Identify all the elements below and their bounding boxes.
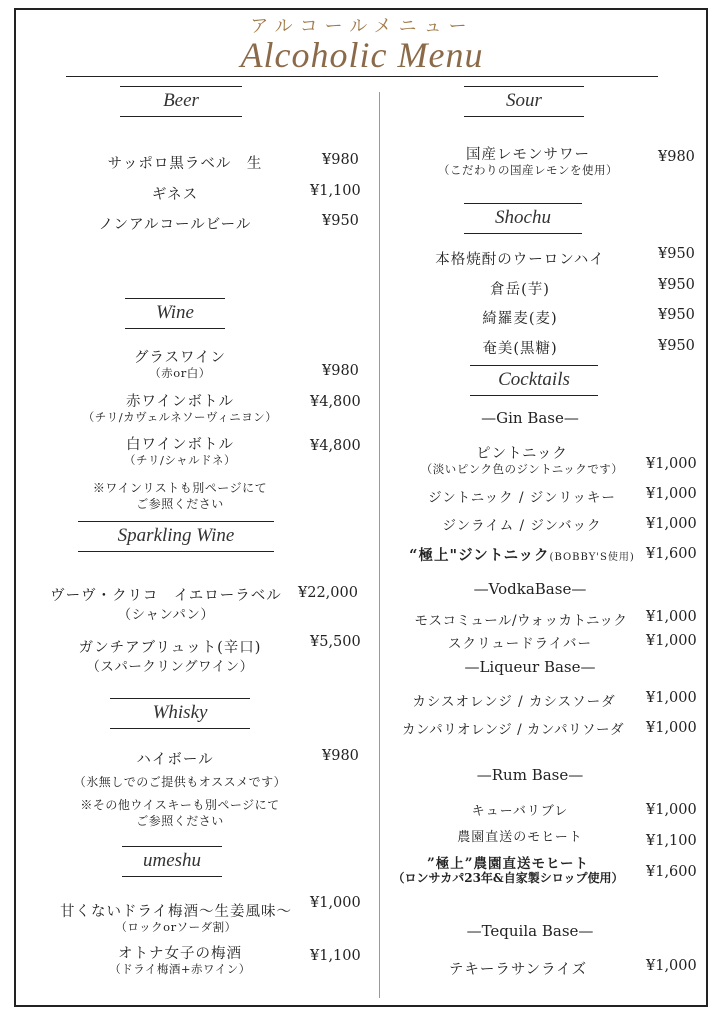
shochu-item-price: ¥950 [658, 277, 695, 293]
sparkling-item-price: ¥5,500 [310, 634, 361, 650]
rum-item [378, 852, 638, 885]
section-sour-title: Sour [506, 90, 542, 111]
beer-item-name: サッポロ黒ラベル 生 [107, 156, 263, 172]
gin-base-heading: —Gin Base— [481, 409, 579, 427]
umeshu-item-price: ¥1,000 [310, 895, 361, 911]
umeshu-item-name: 甘くないドライ梅酒〜生姜風味〜 [59, 904, 293, 920]
gin-item-name: ジンライム / ジンバック [442, 518, 602, 534]
beer-item-price: ¥1,100 [310, 183, 361, 199]
umeshu-item-sub: （ドライ梅酒+赤ワイン） [109, 962, 251, 976]
rum-item-price: ¥1,100 [646, 833, 697, 849]
whisky-note-line: ※その他ウイスキーも別ページにて [80, 798, 280, 812]
wine-item-price: ¥4,800 [310, 394, 361, 410]
shochu-item-name: 奄美(黒糖) [482, 341, 558, 357]
tequila-item-name: テキーラサンライズ [448, 962, 588, 978]
beer-item-price: ¥950 [322, 213, 359, 229]
wine-item-name: 赤ワインボトル [125, 394, 235, 410]
beer-item-name: ノンアルコールビール [98, 217, 252, 233]
shochu-item-price: ¥950 [658, 307, 695, 323]
sparkling-item [38, 584, 294, 625]
section-umeshu-title: umeshu [142, 850, 202, 871]
section-sparkling-title: Sparkling Wine [117, 525, 235, 546]
tequila-base-heading: —Tequila Base— [466, 922, 594, 940]
wine-item-sub: （チリ/シャルドネ） [123, 453, 237, 467]
vodka-item-name: モスコミュール/ウォッカトニック [414, 613, 628, 629]
wine-item-price: ¥4,800 [310, 438, 361, 454]
wine-note-line: ご参照ください [136, 497, 224, 511]
section-beer-title: Beer [163, 90, 199, 111]
section-cocktails-title: Cocktails [498, 369, 570, 390]
liqueur-item-price: ¥1,000 [646, 720, 697, 736]
umeshu-item-price: ¥1,100 [310, 948, 361, 964]
sparkling-item [50, 636, 290, 677]
whisky-item-name: ハイボール [136, 752, 214, 768]
umeshu-item [70, 942, 290, 976]
gin-item-sub: （淡いピンク色のジントニックです） [420, 462, 624, 476]
vodka-item-price: ¥1,000 [646, 609, 697, 625]
rum-item-name: ”極上”農園直送モヒート [427, 856, 589, 872]
wine-item-name: 白ワインボトル [125, 437, 235, 453]
tequila-item-price: ¥1,000 [646, 958, 697, 974]
section-beer [120, 86, 242, 117]
sparkling-item-sub: （スパークリングワイン） [86, 659, 254, 675]
umeshu-item-sub: （ロックorソーダ割） [115, 920, 237, 934]
wine-note-line: ※ワインリストも別ページにて [92, 481, 268, 495]
wine-item [70, 346, 290, 380]
whisky-note: （氷無しでのご提供もオススメです） [73, 775, 287, 789]
sparkling-item-name: ガンチアブリュット(辛口) [78, 640, 262, 656]
sour-item-name: 国産レモンサワー [466, 147, 590, 163]
rum-item-price: ¥1,600 [646, 864, 697, 880]
section-whisky [110, 698, 250, 729]
vodka-base-heading: —VodkaBase— [473, 580, 587, 598]
section-whisky-title: Whisky [152, 702, 208, 723]
title-divider [66, 76, 658, 77]
wine-item-sub: （チリ/カヴェルネソーヴィニヨン） [82, 410, 278, 424]
section-shochu [464, 203, 582, 234]
gin-item [406, 442, 638, 476]
liqueur-item-name: カシスオレンジ / カシスソーダ [412, 694, 616, 710]
wine-item-name: グラスワイン [133, 350, 227, 366]
whisky-note-line: ご参照ください [136, 814, 224, 828]
section-wine [125, 298, 225, 329]
rum-item-name: キューバリブレ [471, 804, 569, 819]
rum-item-name: 農園直送のモヒート [457, 830, 583, 845]
sparkling-item-name: ヴーヴ・クリコ イエローラベル [50, 588, 282, 604]
liqueur-base-heading: —Liqueur Base— [464, 658, 596, 676]
gin-item-name: “極上"ジントニック [409, 547, 550, 564]
shochu-item-price: ¥950 [658, 246, 695, 262]
wine-item-sub: （赤or白） [149, 366, 211, 380]
whisky-note [50, 797, 310, 829]
wine-item [60, 390, 300, 424]
gin-item-price: ¥1,000 [646, 456, 697, 472]
liqueur-item-price: ¥1,000 [646, 690, 697, 706]
liqueur-item-name: カンパリオレンジ / カンパリソーダ [402, 722, 624, 738]
gin-item-price: ¥1,000 [646, 486, 697, 502]
gin-item-name: ピントニック [476, 446, 568, 462]
beer-item-price: ¥980 [322, 152, 359, 168]
shochu-item-name: 倉岳(芋) [490, 282, 550, 298]
menu-title-japanese: アルコールメニュー [250, 16, 474, 37]
gin-item-name: ジントニック / ジンリッキー [428, 490, 616, 506]
section-umeshu [122, 846, 222, 877]
vodka-item-name: スクリュードライバー [448, 636, 592, 652]
shochu-item-name: 本格焼酎のウーロンハイ [435, 252, 605, 268]
section-cocktails [470, 365, 598, 396]
section-sour [464, 86, 584, 117]
gin-item-price: ¥1,600 [646, 546, 697, 562]
section-sparkling-wine [78, 521, 274, 552]
wine-note [60, 480, 300, 512]
sparkling-item-sub: （シャンパン） [117, 607, 215, 623]
rum-item-price: ¥1,000 [646, 802, 697, 818]
whisky-item-price: ¥980 [322, 748, 359, 764]
wine-item-price: ¥980 [322, 363, 359, 379]
umeshu-item [44, 900, 308, 934]
gin-item-price: ¥1,000 [646, 516, 697, 532]
umeshu-item-name: オトナ女子の梅酒 [118, 946, 242, 962]
section-wine-title: Wine [156, 302, 194, 323]
gin-item [400, 544, 644, 565]
menu-title: Alcoholic Menu [240, 35, 484, 75]
shochu-item-name: 綺羅麦(麦) [482, 311, 558, 327]
rum-item-sub: （ロンサカパ23年&自家製シロップ使用） [392, 871, 624, 885]
vodka-item-price: ¥1,000 [646, 633, 697, 649]
sour-item [420, 143, 636, 177]
rum-base-heading: —Rum Base— [476, 766, 584, 784]
beer-item-name: ギネス [151, 187, 199, 203]
shochu-item-price: ¥950 [658, 338, 695, 354]
sour-item-price: ¥980 [658, 149, 695, 165]
sour-item-sub: （こだわりの国産レモンを使用） [438, 163, 618, 177]
section-shochu-title: Shochu [495, 207, 551, 228]
sparkling-item-price: ¥22,000 [298, 585, 358, 601]
wine-item [70, 433, 290, 467]
gin-item-note: (BOBBY'S使用) [549, 552, 635, 563]
